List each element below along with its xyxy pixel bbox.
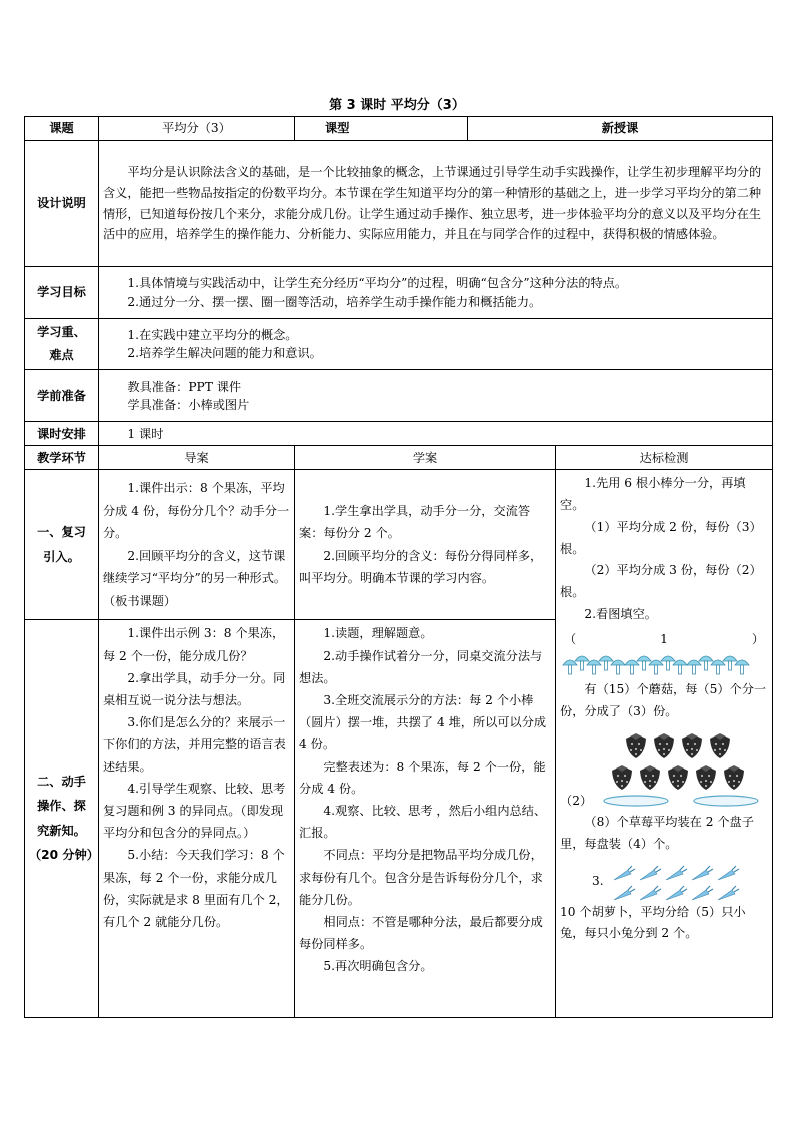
study-item: 5.再次明确包含分。 bbox=[323, 959, 433, 974]
strawberry-icon bbox=[696, 765, 716, 790]
section1-stage bbox=[25, 470, 99, 620]
mushroom-icon bbox=[661, 656, 675, 670]
keypoint-item: 2.培养学生解决问题的能力和意识。 bbox=[127, 346, 322, 361]
mushroom-icon bbox=[637, 656, 651, 670]
strawberries-figure bbox=[608, 727, 748, 791]
plate-icon bbox=[604, 796, 668, 806]
carrot-icon bbox=[640, 866, 661, 880]
guide-item: 2.拿出学具，动手分一分。同桌相互说一说分法与想法。 bbox=[103, 670, 286, 707]
design-text: 平均分是认识除法含义的基础，是一个比较抽象的概念，上节课通过引导学生动手实践操作，让学生初步理解平均分的含义，能把一些物品按指定的份数平均分。本节课在学生知道平均分的第一种情形的基础之上，进一步学习平均分的第二种情形，已知道每份按几个来分，求能分成几份。让学生通过动手操作、独立思考，进一步体验平均分的意义以及平均分在生活中的应用，培养学生的操作能力、分析能力、实际应用能力，并且在与同学合作的过程中，获得积极的情感体验。 bbox=[103, 164, 762, 242]
mushroom-heading bbox=[560, 629, 768, 651]
carrot-icon bbox=[718, 886, 739, 900]
mushroom-icon bbox=[723, 656, 737, 670]
study-item: 2.回顾平均分的含义：每份分得同样多，叫平均分。明确本节课的学习内容。 bbox=[299, 548, 543, 586]
section1-study bbox=[295, 470, 556, 620]
schedule-row bbox=[25, 422, 773, 446]
guide-item: 4.引导学生观察、比较、思考复习题和例 3 的异同点。（即发现平均分和包含分的异同点。） bbox=[103, 781, 286, 841]
study-item: 完整表述为：8 个果冻，每 2 个一份，能分成 4 份。 bbox=[299, 759, 546, 796]
design-label: 设计说明 bbox=[25, 141, 99, 267]
section2-study bbox=[295, 620, 556, 1018]
lesson-plan-table bbox=[24, 116, 773, 1018]
goal-item: 2.通过分一分、摆一摆、圈一圈等活动，培养学生动手操作能力和概括能力。 bbox=[127, 294, 542, 309]
mushroom-icon bbox=[625, 660, 639, 674]
guide-item: 2.回顾平均分的含义，这节课继续学习“平均分”的另一种形式。（板书课题） bbox=[103, 548, 287, 608]
plates-row bbox=[560, 791, 768, 813]
mushroom-icon bbox=[563, 660, 577, 674]
check-q1-intro: 1.先用 6 根小棒分一分，再填空。 bbox=[560, 476, 746, 513]
column-header-row bbox=[25, 446, 773, 470]
col-check: 达标检测 bbox=[556, 446, 773, 470]
mushroom-icon bbox=[673, 660, 687, 674]
guide-item: 5.小结：今天我们学习：8 个果冻，每 2 个一份，求能分成几份，实际就是求 8 里面有几个 2，有几个 2 就能分几份。 bbox=[103, 848, 289, 929]
carrot-icon bbox=[640, 886, 661, 900]
paren-close: ） bbox=[751, 632, 764, 647]
carrot-icon bbox=[718, 866, 739, 880]
paren-open: （ bbox=[564, 632, 577, 647]
schedule-label: 课时安排 bbox=[25, 422, 99, 446]
section1-stage-line1: 一、复习 bbox=[37, 525, 86, 540]
prep-cell bbox=[99, 370, 773, 422]
guide-item: 3.你们是怎么分的？来展示一下你们的方法，并用完整的语言表述结果。 bbox=[103, 715, 286, 774]
goals-label: 学习目标 bbox=[25, 267, 99, 319]
carrot-icon bbox=[692, 866, 713, 880]
strawberry-icon bbox=[668, 765, 688, 790]
study-item: 2.动手操作试着分一分，同桌交流分法与想法。 bbox=[299, 648, 543, 685]
strawberry-icon bbox=[626, 733, 646, 758]
keypoints-row bbox=[25, 319, 773, 370]
section2-guide bbox=[99, 620, 295, 1018]
check-q2-mushroom: 有（15）个蘑菇，每（5）个分一份，分成了（3）份。 bbox=[560, 682, 767, 718]
mushroom-icon bbox=[699, 656, 713, 670]
section1-row bbox=[25, 470, 773, 620]
check-q3-text: 10 个胡萝卜，平均分给（5）只小兔，每只小兔分到 2 个。 bbox=[560, 904, 746, 941]
plate-icon bbox=[694, 796, 758, 806]
section2-stage bbox=[25, 620, 99, 1018]
design-cell bbox=[99, 141, 773, 267]
check-q1-b: （2）平均分成 3 份，每份（2）根。 bbox=[560, 563, 762, 599]
strawberry-icon bbox=[654, 733, 674, 758]
section1-stage-line2: 引入。 bbox=[43, 549, 80, 564]
section2-stage-line2: 操作、探 bbox=[37, 799, 86, 814]
check-cell bbox=[556, 470, 773, 1018]
guide-item: 1.课件出示例 3：8 个果冻，每 2 个一份，能分成几份？ bbox=[103, 626, 285, 663]
study-item: 1.读题，理解题意。 bbox=[323, 626, 433, 641]
item-number-two: （2） bbox=[560, 793, 593, 808]
carrot-icon bbox=[666, 866, 687, 880]
prep-row bbox=[25, 370, 773, 422]
check-q1-a: （1）平均分成 2 份，每份（3）根。 bbox=[560, 519, 762, 556]
mushroom-icon bbox=[575, 656, 589, 670]
schedule-value: 1 课时 bbox=[127, 426, 164, 441]
goal-item: 1.具体情境与实践活动中，让学生充分经历“平均分”的过程，明确“包含分”这种分法的特点。 bbox=[127, 276, 628, 291]
study-item: 不同点：平均分是把物品平均分成几份，求每份有几个。包含分是告诉每份分几个，求能分几份。 bbox=[299, 848, 543, 907]
strawberry-icon bbox=[724, 765, 744, 790]
section2-stage-line1: 二、动手 bbox=[37, 775, 86, 790]
design-row bbox=[25, 141, 773, 267]
carrots-figure bbox=[608, 862, 748, 902]
keypoints-cell bbox=[99, 319, 773, 370]
mushroom-icon bbox=[587, 660, 601, 674]
type-label: 课型 bbox=[295, 117, 468, 141]
study-item: 3.全班交流展示分的方法：每 2 个小棒（圆片）摆一堆，共摆了 4 堆，所以可以分成 4 份。 bbox=[299, 692, 547, 752]
prep-label: 学前准备 bbox=[25, 370, 99, 422]
strawberry-icon bbox=[640, 765, 660, 790]
prep-item: 教具准备：PPT 课件 bbox=[127, 379, 242, 394]
study-item: 相同点：不管是哪种分法，最后都要分成每份同样多。 bbox=[299, 914, 543, 952]
topic-value: 平均分（3） bbox=[99, 117, 295, 141]
mushroom-icon bbox=[649, 660, 663, 674]
plates-figure bbox=[598, 794, 768, 808]
strawberry-icon bbox=[682, 733, 702, 758]
carrot-icon bbox=[692, 886, 713, 900]
goals-cell bbox=[99, 267, 773, 319]
mushroom-icon bbox=[687, 660, 701, 674]
mushroom-icon bbox=[611, 660, 625, 674]
section2-stage-line4: （20 分钟） bbox=[29, 848, 99, 863]
topic-label: 课题 bbox=[25, 117, 99, 141]
mushroom-icon bbox=[599, 656, 613, 670]
header-row bbox=[25, 117, 773, 141]
mushrooms-figure bbox=[560, 651, 760, 679]
item-number-one: 1 bbox=[660, 632, 668, 647]
type-value: 新授课 bbox=[468, 117, 773, 141]
schedule-cell bbox=[99, 422, 773, 446]
guide-item: 1.课件出示：8 个果冻，平均分成 4 份，每份分几个？动手分一分。 bbox=[103, 481, 290, 541]
col-stage: 教学环节 bbox=[25, 446, 99, 470]
mushroom-icon bbox=[735, 660, 749, 674]
keypoint-item: 1.在实践中建立平均分的概念。 bbox=[127, 327, 298, 342]
check-q2-strawberry: （8）个草莓平均装在 2 个盘子里，每盘装（4）个。 bbox=[560, 815, 754, 851]
strawberry-icon bbox=[612, 765, 632, 790]
keypoints-label bbox=[25, 319, 99, 370]
study-item: 4.观察、比较、思考 ，然后小组内总结、汇报。 bbox=[299, 803, 547, 841]
section1-guide bbox=[99, 470, 295, 620]
prep-item: 学具准备：小棒或图片 bbox=[127, 397, 250, 412]
carrot-icon bbox=[614, 866, 635, 880]
carrots-row bbox=[560, 862, 768, 902]
page-title: 第 3 课时 平均分（3） bbox=[329, 98, 465, 113]
col-guide: 导案 bbox=[99, 446, 295, 470]
carrot-icon bbox=[666, 886, 687, 900]
col-study: 学案 bbox=[295, 446, 556, 470]
strawberry-icon bbox=[710, 733, 730, 758]
mushroom-icon bbox=[711, 660, 725, 674]
section2-stage-line3: 究新知。 bbox=[37, 823, 86, 838]
keypoints-label-line1: 学习重、 bbox=[37, 325, 86, 339]
carrot-icon bbox=[614, 886, 635, 900]
item-number-three: 3. bbox=[592, 873, 604, 888]
study-item: 1.学生拿出学具，动手分一分，交流答案：每份分 2 个。 bbox=[299, 503, 531, 541]
check-q2-intro: 2.看图填空。 bbox=[584, 606, 657, 621]
keypoints-label-line2: 难点 bbox=[49, 348, 74, 363]
goals-row bbox=[25, 267, 773, 319]
